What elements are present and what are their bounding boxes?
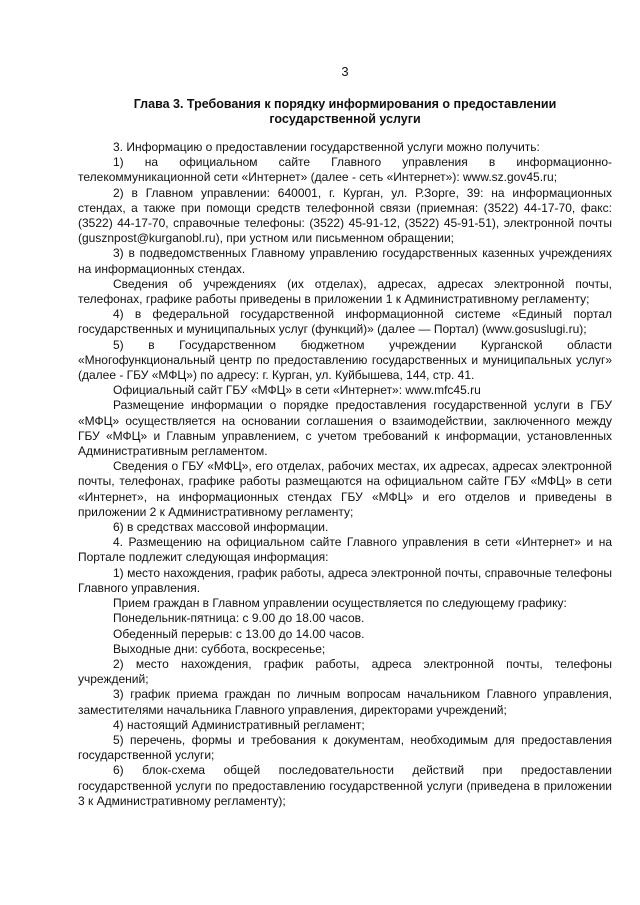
paragraph: 6) в средствах массовой информации. xyxy=(113,520,329,535)
page-number: 3 xyxy=(341,64,349,79)
paragraph: Понедельник-пятница: с 9.00 до 18.00 часов. xyxy=(113,611,365,626)
paragraph: 1) на официальном сайте Главного управления в информационно-телекоммуникационной сети «Интернет» (далее - сеть «Интернет»): www.sz.gov45.ru; xyxy=(78,155,612,185)
paragraph: 6) блок-схема общей последовательности действий при предоставлении государственной услуги по предоставлению государственной услуги (приведена в приложении 3 к Административному регламенту); xyxy=(78,763,612,808)
paragraph: 4. Размещению на официальном сайте Главного управления в сети «Интернет» и на Портале подлежит следующая информация: xyxy=(78,535,612,565)
paragraph: Сведения о ГБУ «МФЦ», его отделах, рабочих местах, их адресах, адресах электронной почты, телефонах, графике работы размещаются на официальном сайте ГБУ «МФЦ» в сети «Интернет», на информационных стендах ГБУ «МФЦ» и его отделов и приведены в приложении 2 к Административному регламенту; xyxy=(78,459,612,519)
paragraph: 1) место нахождения, график работы, адреса электронной почты, справочные телефоны Главного управления. xyxy=(78,565,612,595)
paragraph: 3) график приема граждан по личным вопросам начальником Главного управления, заместителями начальника Главного управления, директорами учреждений; xyxy=(78,687,612,717)
paragraph: Прием граждан в Главном управлении осуществляется по следующему графику: xyxy=(113,596,567,611)
paragraph: 5) перечень, формы и требования к документам, необходимым для предоставления государственной услуги; xyxy=(78,732,612,763)
paragraph: Размещение информации о порядке предоставления государственной услуги в ГБУ «МФЦ» осуществляется на основании соглашения о взаимодействии, заключенного между ГБУ «МФЦ» и Главным управлением, с учетом требований к информации, установленных Административным регламентом. xyxy=(78,398,612,459)
paragraph: Сведения об учреждениях (их отделах), адресах, адресах электронной почты, телефонах, графике работы приведены в приложении 1 к Административному регламенту; xyxy=(78,276,612,307)
paragraph: 4) настоящий Административный регламент; xyxy=(113,717,365,732)
paragraph: 3) в подведомственных Главному управлению государственных казенных учреждениях на информационных стендах. xyxy=(78,246,612,276)
document-body xyxy=(78,140,612,809)
paragraph: 4) в федеральной государственной информационной системе «Единый портал государственных и муниципальных услуг (функций)» (далее — Портал) (www.gosuslugi.ru); xyxy=(78,307,612,337)
paragraph: 2) в Главном управлении: 640001, г. Курган, ул. Р.Зорге, 39: на информационных стендах, а также при помощи средств телефонной связи (приемная: (3522) 44-17-70, факс: (3522) 44-17-70, справочные телефоны: (3522) 45-91-12, (3522) 45-91-51), электронной почты (gusznpost@kurganobl.ru), при устном или письменном обращении; xyxy=(78,185,612,246)
paragraph: Обеденный перерыв: с 13.00 до 14.00 часов. xyxy=(113,626,365,641)
paragraph: 3. Информацию о предоставлении государственной услуги можно получить: xyxy=(113,140,540,154)
chapter-title-line: государственной услуги xyxy=(269,112,421,126)
chapter-title-line: Глава 3. Требования к порядку информирования о предоставлении xyxy=(133,97,557,111)
chapter-title xyxy=(78,97,612,127)
paragraph: 5) в Государственном бюджетном учреждении Курганской области «Многофункциональный центр по предоставлению государственных и муниципальных услуг» (далее - ГБУ «МФЦ») по адресу: г. Курган, ул. Куйбышева, 144, стр. 41. xyxy=(78,337,612,383)
paragraph: 2) место нахождения, график работы, адреса электронной почты, телефоны учреждений; xyxy=(78,656,612,687)
paragraph: Официальный сайт ГБУ «МФЦ» в сети «Интернет»: www.mfc45.ru xyxy=(113,383,481,398)
paragraph: Выходные дни: суббота, воскресенье; xyxy=(113,641,326,656)
